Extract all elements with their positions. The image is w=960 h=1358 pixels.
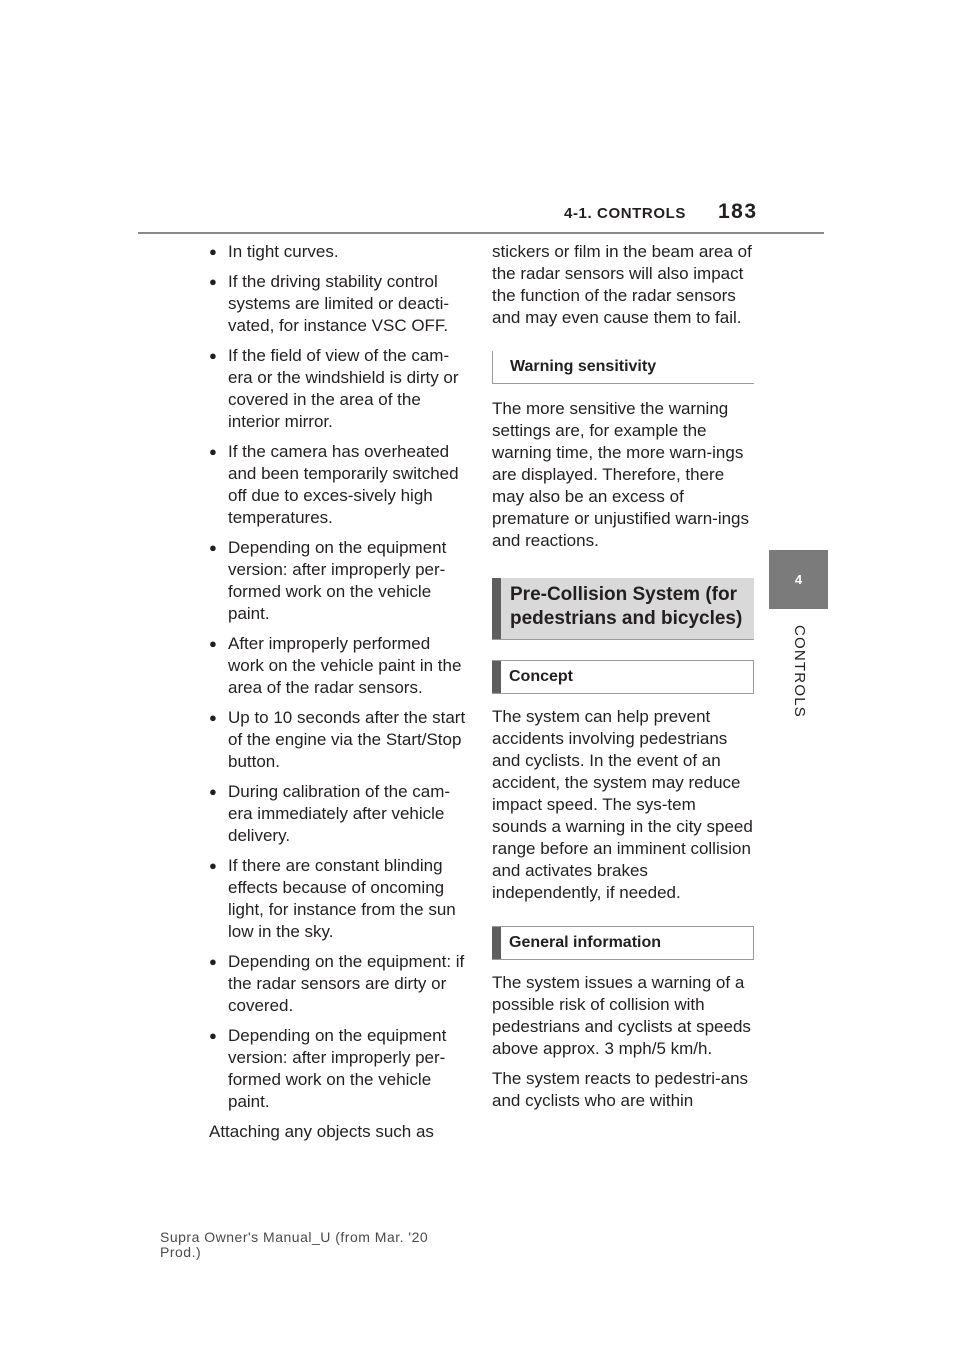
section-title: 4-1. CONTROLS	[564, 205, 686, 222]
bullet-icon: ●	[209, 1028, 217, 1043]
warning-sensitivity-heading	[492, 351, 754, 384]
chapter-label: CONTROLS	[791, 625, 808, 718]
list-item	[209, 537, 467, 625]
condition-list	[209, 241, 467, 1113]
heading-text: Pre-Collision System (for pedestrians and bicycles)	[510, 584, 743, 629]
closing-paragraph: Attaching any objects such as	[209, 1122, 434, 1141]
list-item-text: If the field of view of the cam-era or the windshield is dirty or covered in the area of the interior mirror.	[228, 346, 459, 431]
list-item	[209, 951, 467, 1017]
list-item	[209, 781, 467, 847]
list-item-text: If the camera has overheated and been temporarily switched off due to exces-sively high temperatures.	[228, 442, 459, 527]
heading-text: Concept	[509, 668, 573, 685]
warning-paragraph: The more sensitive the warning settings are, for example the warning time, the more warn-ings are displayed. Therefore, there may also be an excess of premature or unjustified warn-ings and reactions.	[492, 399, 750, 550]
concept-heading	[492, 660, 754, 694]
list-item	[209, 855, 467, 943]
page-number: 183	[718, 200, 758, 223]
header-divider	[138, 232, 824, 234]
bullet-icon: ●	[209, 710, 217, 725]
list-item	[209, 1025, 467, 1113]
list-item-text: Depending on the equipment version: after improperly per-formed work on the vehicle paint.	[228, 1026, 447, 1111]
list-item	[209, 271, 467, 337]
left-column	[209, 241, 467, 1151]
heading-bar	[492, 578, 501, 639]
continuation-paragraph: stickers or film in the beam area of the radar sensors will also impact the function of the radar sensors and may even cause them to fail.	[492, 242, 752, 327]
bullet-icon: ●	[209, 954, 217, 969]
footer-text: Supra Owner's Manual_U (from Mar. '20 Prod.)	[160, 1229, 429, 1260]
bullet-icon: ●	[209, 636, 217, 651]
chapter-tab[interactable]	[769, 550, 828, 609]
bullet-icon: ●	[209, 784, 217, 799]
list-item-text: Depending on the equipment version: after improperly per-formed work on the vehicle paint.	[228, 538, 447, 623]
bullet-icon: ●	[209, 444, 217, 459]
list-item	[209, 633, 467, 699]
bullet-icon: ●	[209, 858, 217, 873]
heading-bar	[492, 351, 502, 383]
section-heading	[492, 578, 754, 640]
general-paragraph-1: The system issues a warning of a possible risk of collision with pedestrians and cyclists at speeds above approx. 3 mph/5 km/h.	[492, 973, 751, 1058]
list-item	[209, 345, 467, 433]
right-column	[492, 241, 754, 1120]
heading-text: General information	[509, 934, 662, 951]
heading-bar	[492, 927, 501, 959]
list-item	[209, 441, 467, 529]
bullet-icon: ●	[209, 244, 217, 259]
bullet-icon: ●	[209, 540, 217, 555]
list-item-text: Up to 10 seconds after the start of the engine via the Start/Stop button.	[228, 708, 466, 771]
heading-bar	[492, 661, 501, 693]
bullet-icon: ●	[209, 348, 217, 363]
list-item-text: During calibration of the cam-era immediately after vehicle delivery.	[228, 782, 451, 845]
list-item-text: After improperly performed work on the vehicle paint in the area of the radar sensors.	[228, 634, 462, 697]
list-item-text: If the driving stability control systems are limited or deacti-vated, for instance VSC OFF.	[228, 272, 450, 335]
general-information-heading	[492, 926, 754, 960]
heading-text: Warning sensitivity	[510, 358, 657, 375]
bullet-icon: ●	[209, 274, 217, 289]
list-item	[209, 707, 467, 773]
list-item	[209, 241, 467, 263]
list-item-text: Depending on the equipment: if the radar sensors are dirty or covered.	[228, 952, 465, 1015]
list-item-text: In tight curves.	[228, 242, 339, 261]
list-item-text: If there are constant blinding effects because of oncoming light, for instance from the sun low in the sky.	[228, 856, 456, 941]
chapter-number: 4	[794, 572, 803, 587]
concept-paragraph: The system can help prevent accidents involving pedestrians and cyclists. In the event of an accident, the system may reduce impact speed. The sys-tem sounds a warning in the city speed range before an imminent collision and activates brakes independently, if needed.	[492, 707, 753, 902]
general-paragraph-2: The system reacts to pedestri-ans and cyclists who are within	[492, 1069, 749, 1110]
